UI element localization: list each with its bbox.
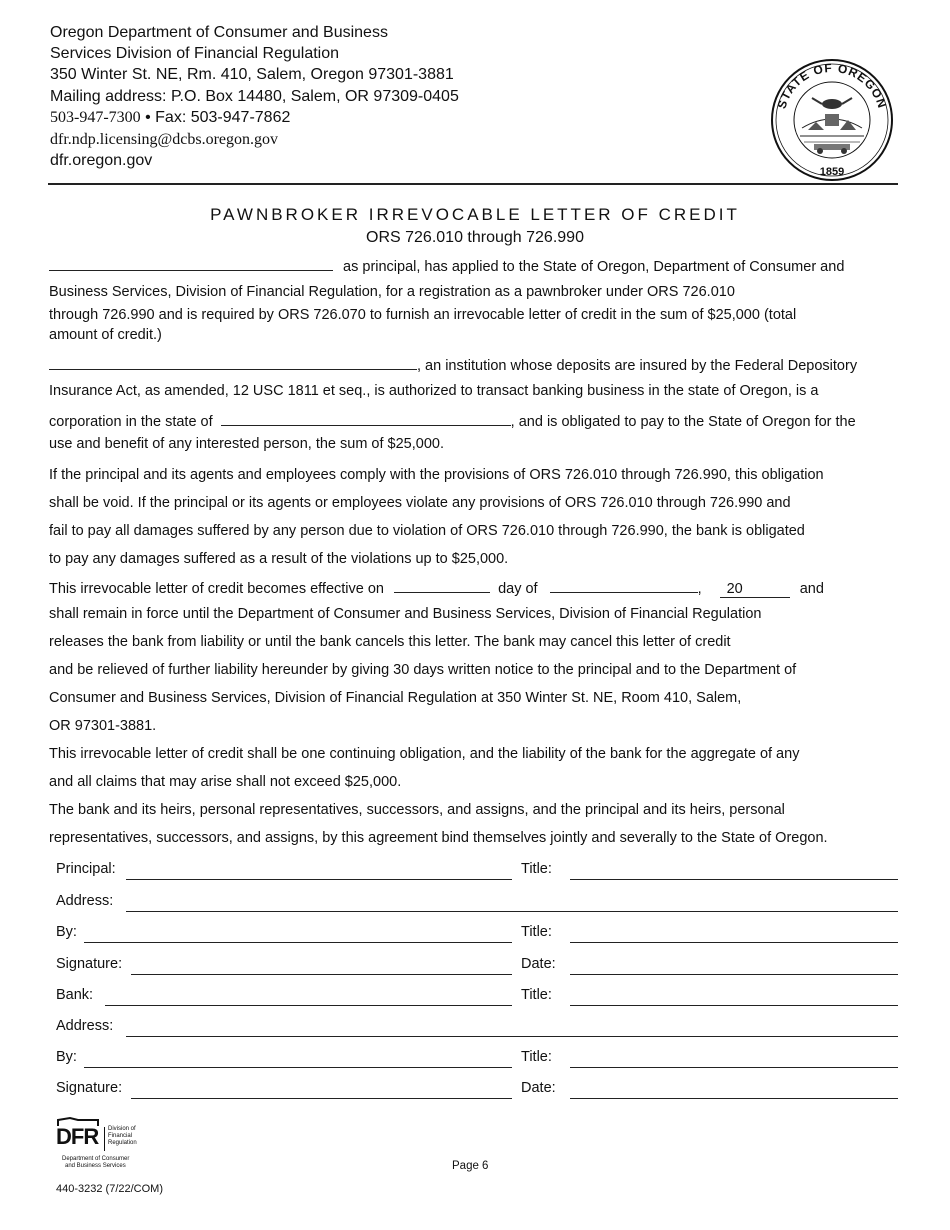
bank-date-label: Date: <box>521 1080 556 1096</box>
bank-institution-line <box>49 355 857 374</box>
agency-website[interactable]: dfr.oregon.gov <box>50 152 153 169</box>
agency-name-line1: Oregon Department of Consumer and Business <box>50 24 388 41</box>
p3-text-2: shall be void. If the principal or its agents or employees violate any provisions of ORS 726.010 through 726.990 and <box>49 495 791 511</box>
p2-text-4: use and benefit of any interested person, the sum of $25,000. <box>49 436 444 452</box>
seal-text-oregon: OREGON <box>836 61 890 111</box>
p2-text-3b: , and is obligated to pay to the State of Oregon for the <box>510 414 856 430</box>
principal-date-field[interactable] <box>570 974 898 975</box>
agency-street-address: 350 Winter St. NE, Rm. 410, Salem, Oregon 97301-3881 <box>50 66 454 83</box>
seal-text-state: STATE <box>774 67 813 111</box>
principal-title-label: Title: <box>521 861 552 877</box>
p4-text-4: and be relieved of further liability hereunder by giving 30 days written notice to the principal and to the Department of <box>49 662 797 678</box>
effective-day-field[interactable] <box>394 578 490 593</box>
p4-text-1b: day of <box>498 581 538 597</box>
principal-name-field[interactable] <box>49 256 333 271</box>
state-of-oregon-seal-icon <box>770 58 894 182</box>
p1-text-4: amount of credit.) <box>49 327 162 343</box>
principal-address-label: Address: <box>56 893 114 909</box>
form-subtitle: ORS 726.010 through 726.990 <box>366 229 584 246</box>
principal-signature-field[interactable] <box>126 879 512 880</box>
p6-text-1: The bank and its heirs, personal representatives, successors, and assigns, and the principal and its heirs, personal <box>49 802 785 818</box>
p4-text-2: shall remain in force until the Department of Consumer and Business Services, Division of Financial Regulation <box>49 606 762 622</box>
p2-text-3a: corporation in the state of <box>49 414 213 430</box>
bank-title-field[interactable] <box>570 1005 898 1006</box>
logo-division-text: Division of Financial Regulation <box>108 1126 137 1146</box>
agency-phone-fax <box>50 107 290 129</box>
principal-sig-field[interactable] <box>131 974 512 975</box>
principal-sig-label: Signature: <box>56 956 123 972</box>
effective-month-field[interactable] <box>550 578 698 593</box>
principal-title-field[interactable] <box>570 879 898 880</box>
bank-label: Bank: <box>56 987 94 1003</box>
bank-by-label: By: <box>56 1049 77 1065</box>
bank-sig-field[interactable] <box>131 1098 512 1099</box>
principal-by-title-field[interactable] <box>570 942 898 943</box>
logo-dept-text: Department of Consumer and Business Services <box>62 1156 130 1169</box>
header-divider <box>48 183 898 185</box>
principal-by-title-label: Title: <box>521 924 552 940</box>
p2-text-2: Insurance Act, as amended, 12 USC 1811 et seq., is authorized to transact banking business in the state of Oregon, is a <box>49 383 819 399</box>
bank-address-label: Address: <box>56 1018 114 1034</box>
p3-text-1: If the principal and its agents and employees comply with the provisions of ORS 726.010 through 726.990, this obligation <box>49 467 824 483</box>
p4-and: and <box>799 581 824 597</box>
principal-by-label: By: <box>56 924 77 940</box>
form-number: 440-3232 (7/22/COM) <box>56 1183 163 1195</box>
principal-address-field[interactable] <box>126 911 898 912</box>
dfr-logo <box>56 1116 156 1176</box>
p4-text-5: Consumer and Business Services, Division of Financial Regulation at 350 Winter St. NE, Room 410, Salem, <box>49 690 742 706</box>
p2-text-1: , an institution whose deposits are insured by the Federal Depository <box>417 358 858 374</box>
bank-institution-field[interactable] <box>49 355 417 370</box>
principal-label: Principal: <box>56 861 116 877</box>
effective-year-field[interactable] <box>720 581 790 598</box>
p4-comma: , <box>697 581 702 597</box>
principal-date-label: Date: <box>521 956 556 972</box>
agency-fax: Fax: 503-947-7862 <box>155 109 291 126</box>
bullet-separator: • <box>145 109 156 126</box>
page-number: Page 6 <box>452 1160 489 1172</box>
bank-date-field[interactable] <box>570 1098 898 1099</box>
bank-by-field[interactable] <box>84 1067 512 1068</box>
agency-mailing-address: Mailing address: P.O. Box 14480, Salem, OR 97309-0405 <box>50 88 459 105</box>
p6-text-2: representatives, successors, and assigns, by this agreement bind themselves jointly and severally to the State of Oregon. <box>49 830 828 846</box>
principal-by-field[interactable] <box>84 942 512 943</box>
bank-title-label: Title: <box>521 987 552 1003</box>
p4-text-3: releases the bank from liability or until the bank cancels this letter. The bank may cancel this letter of credit <box>49 634 731 650</box>
p3-text-4: to pay any damages suffered as a result of the violations up to $25,000. <box>49 551 509 567</box>
agency-name-line2: Services Division of Financial Regulation <box>50 45 340 62</box>
agency-email[interactable]: dfr.ndp.licensing@dcbs.oregon.gov <box>50 131 279 148</box>
form-title: PAWNBROKER IRREVOCABLE LETTER OF CREDIT <box>210 205 740 224</box>
p1-text-3: through 726.990 and is required by ORS 726.070 to furnish an irrevocable letter of credit in the sum of $25,000 (total <box>49 307 797 323</box>
p3-text-3: fail to pay all damages suffered by any person due to violation of ORS 726.010 through 726.990, the bank is obligated <box>49 523 805 539</box>
p4-text-6: OR 97301-3881. <box>49 718 157 734</box>
dfr-logo-text: DFR <box>56 1124 99 1149</box>
corporation-state-field[interactable] <box>221 411 511 426</box>
bank-address-field[interactable] <box>126 1036 898 1037</box>
p1-text-2: Business Services, Division of Financial Regulation, for a registration as a pawnbroker under ORS 726.010 <box>49 284 735 300</box>
bank-by-title-label: Title: <box>521 1049 552 1065</box>
effective-date-line <box>49 578 824 598</box>
principal-line <box>49 256 844 275</box>
agency-phone: 503-947-7300 <box>50 109 141 126</box>
p5-text-1: This irrevocable letter of credit shall be one continuing obligation, and the liability of the bank for the aggregate of any <box>49 746 800 762</box>
seal-year: 1859 <box>819 166 845 178</box>
logo-divider <box>104 1127 105 1151</box>
p4-text-1a: This irrevocable letter of credit becomes effective on <box>49 581 385 597</box>
corporation-state-line <box>49 411 856 430</box>
bank-by-title-field[interactable] <box>570 1067 898 1068</box>
bank-name-field[interactable] <box>105 1005 512 1006</box>
seal-text-of: OF <box>811 60 834 78</box>
p5-text-2: and all claims that may arise shall not exceed $25,000. <box>49 774 402 790</box>
bank-sig-label: Signature: <box>56 1080 123 1096</box>
year-prefix: 20 <box>726 581 743 597</box>
p1-text-1: as principal, has applied to the State of Oregon, Department of Consumer and <box>343 259 845 275</box>
